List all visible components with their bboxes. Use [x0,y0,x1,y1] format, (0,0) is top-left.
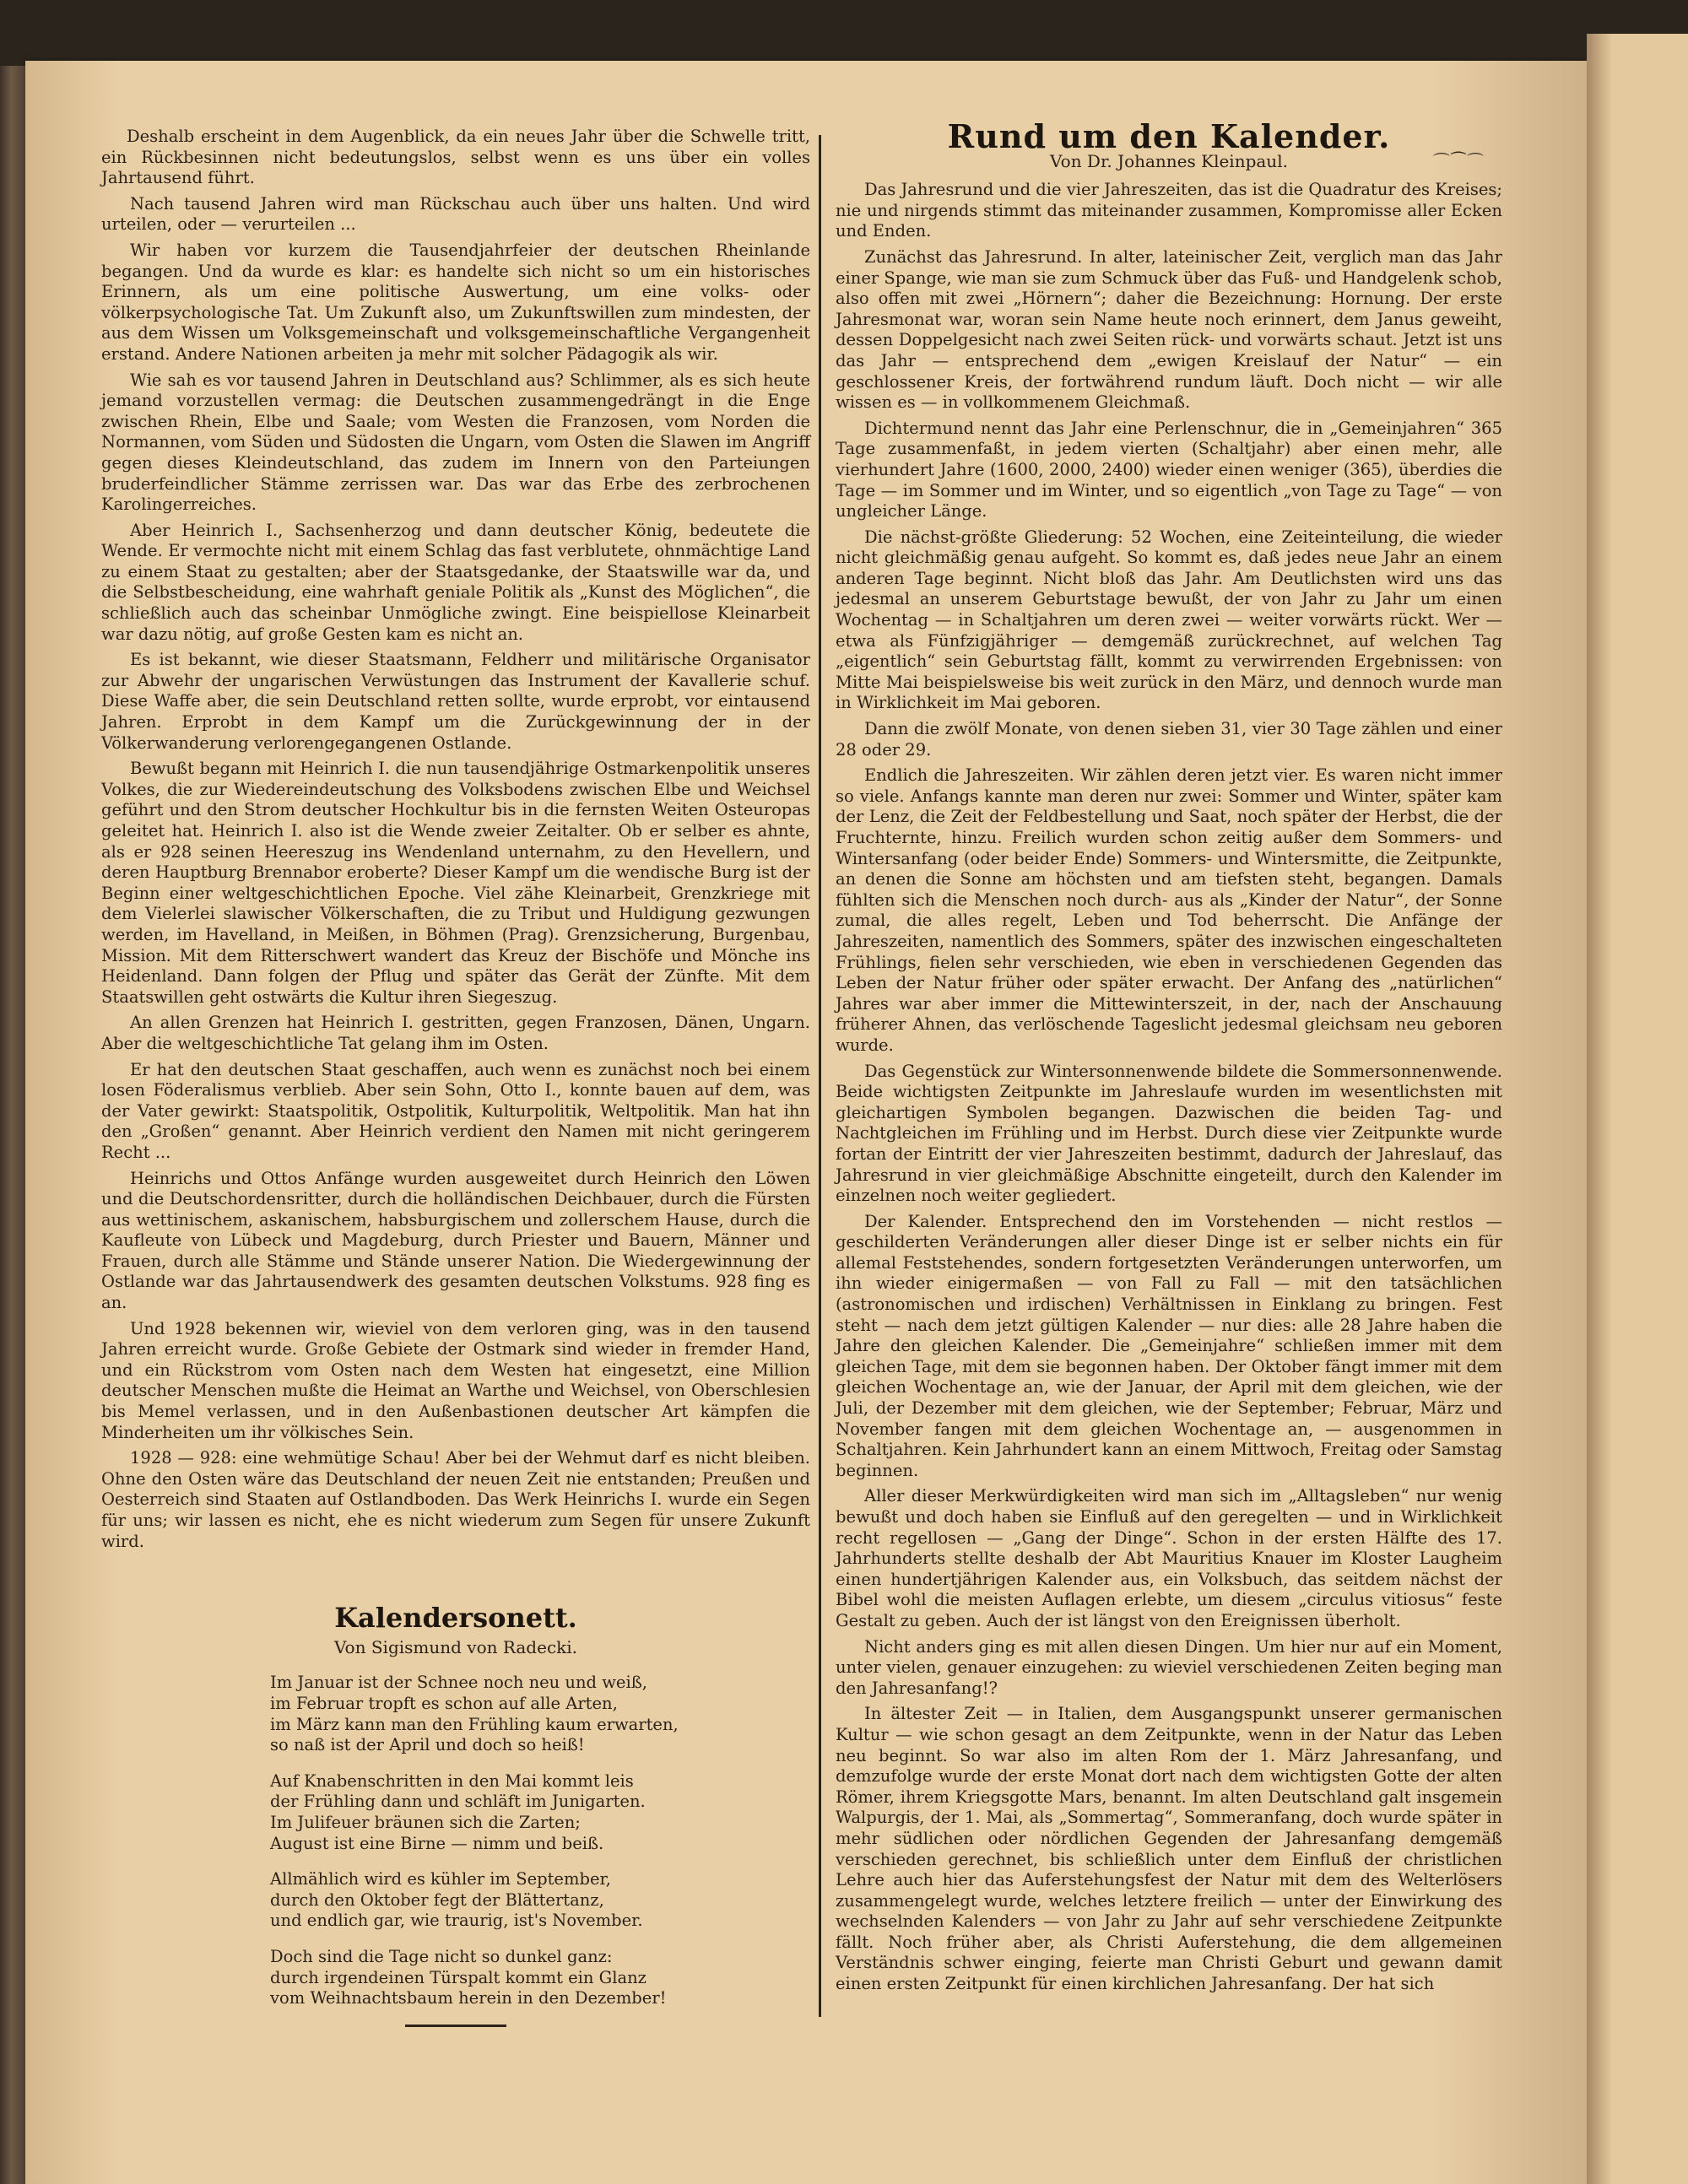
left-paragraph: An allen Grenzen hat Heinrich I. gestritten, gegen Franzosen, Dänen, Ungarn. Aber die weltgeschichtliche Tat gelang ihm im Osten. [101,1013,810,1053]
sonnet-line: im März kann man den Frühling kaum erwarten, [270,1714,679,1734]
right-paragraph: Endlich die Jahreszeiten. Wir zählen deren jetzt vier. Es waren nicht immer so viele. Anfangs kannte man deren nur zwei: Sommer und Winter, später kam der Lenz, die Zeit der Feldbestellung und Saat, noch später der Herbst, die der Fruchternte, hinzu. Freilich wurden schon zeitig außer dem Sommers- und Wintersanfang (oder beider Ende) Sommers- und Wintersmitte, die Zeitpunkte, an denen die Sonne am höchsten und am tiefsten steht, begangen. Damals fühlten sich die Menschen noch durch- aus als „Kinder der Natur“, der Sonne zumal, die alles regelt, Leben und Tod beherrscht. Die Anfänge der Jahreszeiten, namentlich des Sommers, später des inzwischen eingeschalteten Frühlings, fielen sehr verschieden, wie eben in verschiedenen Gegenden das Leben der Natur früher oder später erwacht. Der Anfang des „natürlichen“ Jahres war aber immer die Mittewinterszeit, in der, nach der Anschauung früherer Ahnen, das verlöschende Tageslicht jedesmal gleichsam neu geboren wurde. [836,765,1502,1055]
left-paragraph: Aber Heinrich I., Sachsenherzog und dann deutscher König, bedeutete die Wende. Er vermochte nicht mit einem Schlag das fast verblutete, ohnmächtige Land zu einem Staat zu gestalten; aber der Staatsgedanke, der Staatswille war da, und die Selbstbescheidung, eine wahrhaft geniale Politik als „Kunst des Möglichen“, die schließlich auch das scheinbar Unmögliche zwingt. Eine beispiellose Kleinarbeit war dazu nötig, auf große Gesten kam es nicht an. [101,520,810,644]
left-paragraph: Bewußt begann mit Heinrich I. die nun tausendjährige Ostmarkenpolitik unseres Volkes, die zur Wiedereindeutschung des Volksbodens zwischen Elbe und Weichsel geführt und den Strom deutscher Hochkultur bis in die fernsten Weiten Osteuropas geleitet hat. Heinrich I. also ist die Wende zweier Zeitalter. Ob er selber es ahnte, als er 928 seinen Heereszug ins Wendenland unternahm, zu den Hevellern, und deren Hauptburg Brennabor eroberte? Dieser Kampf um die wendische Burg ist der Beginn einer weltgeschichtlichen Epoche. Viel zähe Kleinarbeit, Grenzkriege mit dem Vielerlei slawischer Völkerschaften, die zu Tribut und Huldigung gezwungen werden, im Havelland, in Meißen, in Böhmen (Prag). Grenzsicherung, Burgenbau, Mission. Mit dem Ritterschwert wandert das Kreuz der Bischöfe und Mönche ins Heidenland. Dann folgen der Pflug und später das Gerät der Zünfte. Mit dem Staatswillen geht ostwärts die Kultur ihren Siegeszug. [101,759,810,1007]
sonnet-line: Allmählich wird es kühler im September, [270,1869,611,1889]
sonnet-stanza [101,1771,810,1854]
sonnet-line: durch den Oktober fegt der Blättertanz, [270,1889,604,1910]
sonnet-line: Auf Knabenschritten in den Mai kommt leis [270,1770,634,1791]
byline-text: Von Dr. Johannes Kleinpaul. [1050,150,1288,171]
sonnet-end-rule [405,2025,506,2027]
sonnet-stanza [101,1947,810,2009]
sonnet-line: August ist eine Birne — nimm und beiß. [270,1833,604,1853]
left-paragraph: Es ist bekannt, wie dieser Staatsmann, Feldherr und militärische Organisator zur Abwehr der ungarischen Verwüstungen das Instrument der Kavallerie schuf. Diese Waffe aber, die sein Deutschland retten sollte, wurde erprobt, vor eintausend Jahren. Erprobt in dem Kampf um die Zurückgewinnung der in der Völkerwanderung verlorengegangenen Ostlande. [101,650,810,753]
column-divider [819,135,821,2017]
sonnet-line: vom Weihnachtsbaum herein in den Dezember! [270,1988,667,2008]
sonnet-line: der Frühling dann und schläft im Junigarten. [270,1792,646,1812]
left-paragraph: 1928 — 928: eine wehmütige Schau! Aber bei der Wehmut darf es nicht bleiben. Ohne den Osten wäre das Deutschland der neuen Zeit nie entstanden; Preußen und Oesterreich sind Staaten auf Ostlandboden. Das Werk Heinrichs I. wurde ein Segen für uns; wir lassen es nicht, ehe es nicht wiederum zum Segen für unsere Zukunft wird. [101,1448,810,1551]
right-paragraph: Das Jahresrund und die vier Jahreszeiten, das ist die Quadratur des Kreises; nie und nirgends stimmt das miteinander zusammen, Kompromisse aller Ecken und Enden. [836,180,1502,241]
bird-ornament-icon: ⌒⁀⌒ [1432,150,1485,171]
sonnet-line: und endlich gar, wie traurig, ist's November. [270,1911,643,1931]
right-paragraph: Die nächst-größte Gliederung: 52 Wochen, eine Zeiteinteilung, die wieder nicht gleichmäßig genau aufgeht. So kommt es, daß jedes neue Jahr an einem anderen Tage beginnt. Nicht bloß das Jahr. Am Deutlichsten wird uns das jedesmal an unserem Geburtstage bewußt, der von Jahr zu Jahr um einen Wochentag — in Schaltjahren um deren zwei — weiter vorwärts rückt. Wer — etwa als Fünfzigjähriger — demgemäß zurückrechnet, auf welchen Tag „eigentlich“ sein Geburtstag fällt, kommt zu verwirrenden Ergebnissen: von Mitte Mai beispielsweise bis weit zurück in den März, und dennoch wurde man in Wirklichkeit im Mai geboren. [836,527,1502,713]
sonnet-stanza [101,1869,810,1932]
right-paragraph: Der Kalender. Entsprechend den im Vorstehenden — nicht restlos — geschilderten Veränderungen aller dieser Dinge ist er selber nichts ein für allemal Feststehendes, sondern fortgesetzten Veränderungen unterworfen, um ihn wieder einigermaßen — von Fall zu Fall — mit den tatsächlichen (astronomischen und irdischen) Verhältnissen in Einklang zu bringen. Fest steht — nach dem jetzt gültigen Kalender — nur dies: alle 28 Jahre haben die Jahre den gleichen Kalender. Die „Gemeinjahre“ schließen immer mit dem gleichen Tage, mit dem sie begonnen haben. Der Oktober fängt immer mit dem gleichen Wochentage an, wie der Januar, der April mit dem gleichen, wie der Juli, der Dezember mit dem gleichen, wie der September; Februar, März und November fangen mit dem gleichen Wochentage an, — ausgenommen in Schaltjahren. Kein Jahrhundert kann an einem Mittwoch, Freitag oder Samstag beginnen. [836,1211,1502,1480]
left-column [101,127,810,2027]
sonnet-line: Im Julifeuer bräunen sich die Zarten; [270,1812,581,1832]
left-paragraph: Wir haben vor kurzem die Tausendjahrfeier der deutschen Rheinlande begangen. Und da wurde es klar: es handelte sich nicht so um ein historisches Erinnern, als um eine politische Auswertung, um eine volks- oder völkerpsychologische Tat. Um Zukunft also, um Zukunftswillen zum mindesten, der aus dem Wissen um Volksgemeinschaft und volksgemeinschaftliche Vergangenheit erstand. Andere Nationen arbeiten ja mehr mit solcher Pädagogik als wir. [101,240,810,364]
article-byline [836,151,1502,172]
left-paragraph: Deshalb erscheint in dem Augenblick, da ein neues Jahr über die Schwelle tritt, ein Rückbesinnen nicht bedeutungslos, selbst wenn es uns über ein volles Jahrtausend führt. [101,127,810,188]
left-paragraph: Er hat den deutschen Staat geschaffen, auch wenn es zunächst noch bei einem losen Föderalismus verblieb. Aber sein Sohn, Otto I., konnte bauen auf dem, was der Vater gewirkt: Staatspolitik, Ostpolitik, Kulturpolitik, Weltpolitik. Man hat ihn den „Großen“ genannt. Aber Heinrich verdient den Namen mit nicht geringerem Recht ... [101,1059,810,1162]
right-paragraph: Zunächst das Jahresrund. In alter, lateinischer Zeit, verglich man das Jahr einer Spange, wie man sie zum Schmuck über das Fuß- und Handgelenk schob, also offen mit zwei „Hörnern“; daher die Bezeichnung: Hornung. Der erste Jahresmonat war, woran sein Name heute noch erinnert, dem Janus geweiht, dessen Doppelgesicht nach zwei Seiten rück- und vorwärts schaut. Jetzt ist uns das Jahr — entsprechend dem „ewigen Kreislauf der Natur“ — ein geschlossener Kreis, der fortwährend rundum läuft. Doch nicht — wir alle wissen es — in vollkommenem Gleichmaß. [836,246,1502,413]
adjacent-page-edge [1587,34,1688,2184]
left-paragraph: Heinrichs und Ottos Anfänge wurden ausgeweitet durch Heinrich den Löwen und die Deutschordensritter, durch die holländischen Deichbauer, durch die Fürsten aus wettinischem, askanischem, habsburgischem und zollerschem Hause, durch die Kaufleute von Lübeck und Magdeburg, durch Priester und Bauern, Männer und Frauen, durch alle Stämme und Stände unserer Nation. Die Wiedergewinnung der Ostlande war das Jahrtausendwerk des gesamten deutschen Volkstums. 928 fing es an. [101,1168,810,1313]
right-paragraph: In ältester Zeit — in Italien, dem Ausgangspunkt unserer germanischen Kultur — wie schon gesagt an dem Zeitpunkte, wenn in der Natur das Leben neu beginnt. So war also im alten Rom der 1. März Jahresanfang, und demzufolge wurde der erste Monat dort nach dem wichtigsten Gotte der alten Römer, ihrem Kriegsgotte Mars, benannt. Im alten Deutschland galt insgemein Walpurgis, der 1. Mai, als „Sommertag“, Sommeranfang, doch wurde später in mehr südlichen oder nördlichen Gegenden der Jahresanfang demgemäß verschieden gerechnet, bis schließlich unter dem Einfluß der christlichen Lehre auch hier das Auferstehungsfest der Natur mit dem des Welterlösers zusammengelegt wurde, welches letztere freilich — unter der Einwirkung des wechselnden Kalenders — von Jahr zu Jahr auf sehr verschiedene Zeitpunkte fällt. Noch früher aber, als Christi Auferstehung, die dem allgemeinen Verständnis schwer einging, feierte man Christi Geburt und gewann damit einen ersten Zeitpunkt für einen kirchlichen Jahresanfang. Der hat sich [836,1704,1502,1994]
sonnet-stanza [101,1673,810,1755]
book-binding [0,66,29,2184]
sonnet-byline: Von Sigismund von Radecki. [333,1636,578,1657]
left-paragraph: Und 1928 bekennen wir, wieviel von dem verloren ging, was in den tausend Jahren erreicht wurde. Große Gebiete der Ostmark sind wieder in fremder Hand, und ein Rückstrom vom Osten nach dem Westen hat eingesetzt, eine Million deutscher Menschen mußte die Heimat an Warthe und Weichsel, von Oberschlesien bis Memel verlassen, und in den Außenbastionen deutscher Art kämpfen die Minderheiten um ihr völkisches Sein. [101,1318,810,1442]
right-column [836,117,1502,2000]
sonnet-line: so naß ist der April und doch so heiß! [270,1735,585,1755]
right-paragraph: Das Gegenstück zur Wintersonnenwende bildete die Sommersonnenwende. Beide wichtigsten Zeitpunkte im Jahreslaufe wurden im wesentlichsten mit gleichartigen Symbolen begangen. Dazwischen die beiden Tag- und Nachtgleichen im Frühling und im Herbst. Durch diese vier Zeitpunkte wurde fortan der Eintritt der vier Jahreszeiten bestimmt, dadurch der Jahreslauf, das Jahresrund in vier gleichmäßige Abschnitte eingeteilt, durch den Kalender im einzelnen noch weiter gegliedert. [836,1061,1502,1206]
right-paragraph: Nicht anders ging es mit allen diesen Dingen. Um hier nur auf ein Moment, unter vielen, genauer einzugehen: zu wieviel verschiedenen Zeiten beging man den Jahresanfang!? [836,1636,1502,1698]
sonnet-line: Im Januar ist der Schnee noch neu und weiß, [270,1673,647,1693]
sonnet-line: Doch sind die Tage nicht so dunkel ganz: [270,1946,613,1966]
left-paragraph: Nach tausend Jahren wird man Rückschau auch über uns halten. Und wird urteilen, oder — verurteilen ... [101,193,810,235]
sonnet-line: im Februar tropft es schon auf alle Arten, [270,1693,618,1713]
article-title: Rund um den Kalender. [947,117,1391,155]
sonnet-line: durch irgendeinen Türspalt kommt ein Glanz [270,1967,647,1987]
right-paragraph: Dann die zwölf Monate, von denen sieben 31, vier 30 Tage zählen und einer 28 oder 29. [836,719,1502,760]
sonnet-title: Kalendersonett. [334,1602,577,1635]
left-paragraph: Wie sah es vor tausend Jahren in Deutschland aus? Schlimmer, als es sich heute jemand vorzustellen vermag: die Deutschen zusammengedrängt in die Enge zwischen Rhein, Elbe und Saale; vom Westen die Franzosen, vom Norden die Normannen, vom Süden und Südosten die Ungarn, vom Osten die Slawen im Angriff gegen dieses Kleindeutschland, das zudem im Innern von den Parteiungen bruderfeindlicher Stämme zerrissen war. Das war das Erbe des zerbrochenen Karolingerreiches. [101,370,810,515]
right-paragraph: Aller dieser Merkwürdigkeiten wird man sich im „Alltagsleben“ nur wenig bewußt und doch haben sie Einfluß auf den geregelten — und in Wirklichkeit recht regellosen — „Gang der Dinge“. Schon in der ersten Hälfte des 17. Jahrhunderts stellte deshalb der Abt Mauritius Knauer im Kloster Laugheim einen hundertjährigen Kalender aus, ein Volksbuch, das seitdem nächst der Bibel wohl die meisten Auflagen erlebte, um diesem „circulus vitiosus“ feste Gestalt zu geben. Auch der ist längst von den Ereignissen überholt. [836,1486,1502,1630]
right-paragraph: Dichtermund nennt das Jahr eine Perlenschnur, die in „Gemeinjahren“ 365 Tage zusammenfaßt, in jedem vierten (Schaltjahr) aber einen mehr, alle vierhundert Jahre (1600, 2000, 2400) wieder einen weniger (365), überdies die Tage — im Sommer und im Winter, und so eigentlich „von Tage zu Tage“ — von ungleicher Länge. [836,418,1502,522]
